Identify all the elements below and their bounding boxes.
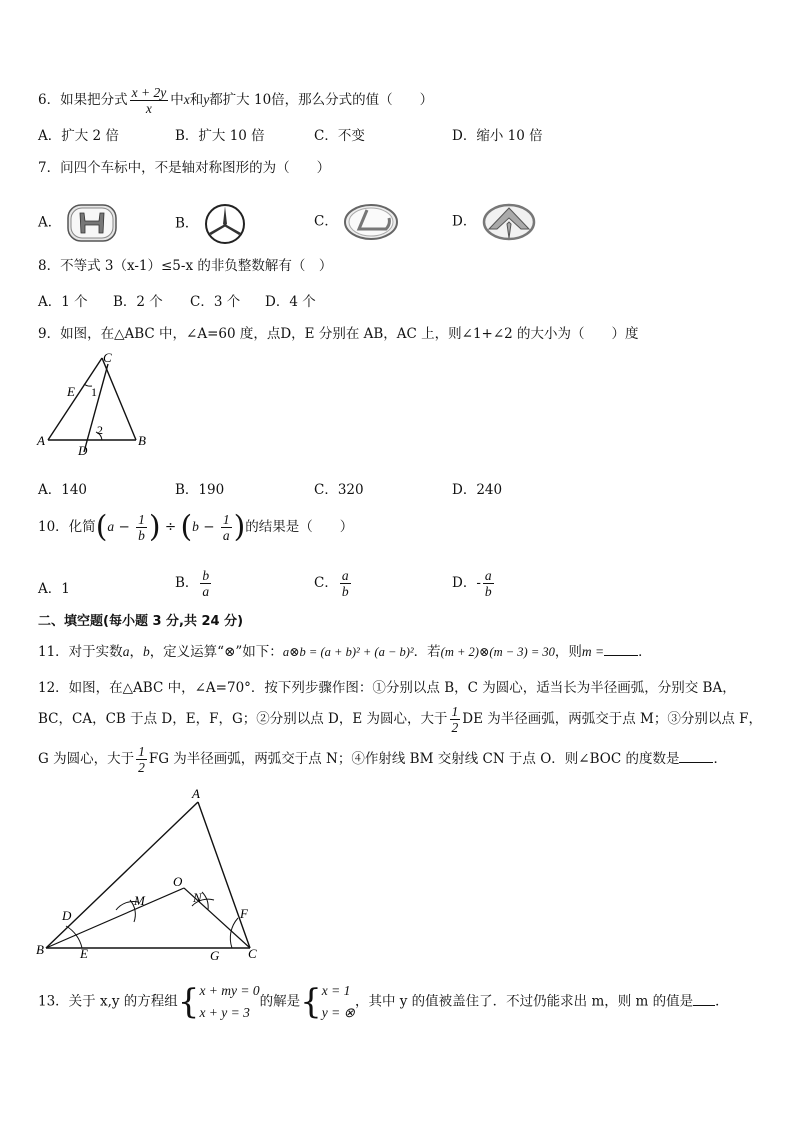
q12-answer-blank[interactable] xyxy=(679,762,713,763)
question-9-stem: 9．如图，在△ABC 中，∠A=60 度，点D，E 分别在 AB，AC 上，则∠1+∠2 的大小为（ ）度 xyxy=(38,326,639,342)
question-13-stem: 13．关于 x,y 的方程组{ x + my = 0 x + y = 3 的解是{ x = 1 y = ⊗ ，其中 y 的值被盖住了．不过仍能求出 m，则 m 的值是 ． xyxy=(38,982,729,1022)
q7-label-a: A． xyxy=(38,214,62,231)
question-10-stem: 10．化简(a − $\frac{1}{b}$ ) ÷ (b − $\frac{1}{a}$ )的结果是（ ） xyxy=(38,509,354,545)
mercedes-logo-icon xyxy=(203,202,247,246)
q9-option-b: B．190 xyxy=(175,482,225,498)
section-2-heading: 二、填空题(每小题 3 分,共 24 分) xyxy=(38,614,244,629)
q12-label-g: G xyxy=(210,948,220,963)
q12-construction-figure xyxy=(30,782,270,964)
q9-option-c: C．320 xyxy=(314,482,364,498)
q13-equation-system: x + my = 0 x + y = 3 xyxy=(199,983,260,1020)
q9-label-d: D xyxy=(78,443,88,458)
q12-label-a: A xyxy=(192,786,200,801)
q13-solution: x = 1 y = ⊗ xyxy=(321,983,355,1020)
q12-label-e: E xyxy=(80,946,88,961)
infiniti-logo-icon xyxy=(481,202,537,242)
lexus-logo-icon xyxy=(342,202,400,242)
q7-label-c: C． xyxy=(314,213,338,230)
q12-label-f: F xyxy=(240,906,248,921)
q7-label-b: B． xyxy=(175,215,199,232)
q8-option-d: D．4 个 xyxy=(265,294,316,310)
q6-option-c: C．不变 xyxy=(314,128,365,144)
q9-label-c: C xyxy=(103,350,112,365)
q9-label-1: 1 xyxy=(91,385,97,399)
q7-option-d xyxy=(452,202,537,242)
q7-option-c xyxy=(314,202,400,242)
q12-label-n: N xyxy=(193,890,202,905)
q10-option-b: B． $\frac{b}{a}$ xyxy=(175,568,210,599)
q10-option-c: C． $\frac{a}{b}$ xyxy=(314,568,349,599)
q10-option-d: D．- $\frac{a}{b}$ xyxy=(452,568,492,599)
q11-answer-blank[interactable] xyxy=(604,655,638,656)
q9-label-a: A xyxy=(37,433,45,448)
question-8-stem: 8．不等式 3（x-1）≤5-x 的非负整数解有（ ） xyxy=(38,258,333,274)
q6-option-b: B．扩大 10 倍 xyxy=(175,128,265,144)
question-6-stem: 6．如果把分式 $\frac{x + 2y}{x}$ 中x和y都扩大 10倍，那么分式的值（ ） xyxy=(38,85,434,116)
q9-label-b: B xyxy=(138,433,146,448)
q12-label-o: O xyxy=(173,874,183,889)
q7-option-a xyxy=(38,202,118,244)
q9-label-2: 2 xyxy=(97,423,103,437)
q10-option-a: A．1 xyxy=(38,581,70,597)
q9-option-a: A．140 xyxy=(38,482,88,498)
q6-option-d: D．缩小 10 倍 xyxy=(452,128,543,144)
q8-option-a: A．1 个 xyxy=(38,294,88,310)
question-12-line-3: G 为圆心，大于 $\frac{1}{2}$ FG 为半径画弧，两弧交于点 N；④作射线 BM 交射线 CN 于点 O．则∠BOC 的度数是 ． xyxy=(38,744,727,775)
q12-label-c: C xyxy=(248,946,257,961)
q9-triangle-figure xyxy=(34,348,159,458)
honda-logo-icon xyxy=(66,202,118,244)
q7-label-d: D． xyxy=(452,213,477,230)
q8-option-c: C．3 个 xyxy=(190,294,241,310)
q13-answer-blank[interactable] xyxy=(693,1005,715,1006)
q6-option-a: A．扩大 2 倍 xyxy=(38,128,119,144)
q7-option-b xyxy=(175,202,247,246)
q12-label-b: B xyxy=(36,942,44,957)
question-12-line-1: 12．如图，在△ABC 中，∠A=70°．按下列步骤作图：①分别以点 B，C 为圆心，适当长为半径画弧，分别交 BA， xyxy=(38,680,736,696)
q12-label-m: M xyxy=(134,893,145,908)
q9-label-e: E xyxy=(67,384,75,399)
q12-label-d: D xyxy=(62,908,72,923)
fraction-x2y-over-x: $\frac{x + 2y}{x}$ xyxy=(131,85,167,116)
question-7-stem: 7．问四个车标中，不是轴对称图形的为（ ） xyxy=(38,160,331,176)
q8-option-b: B．2 个 xyxy=(113,294,163,310)
question-11-stem: 11．对于实数a，b，定义运算“⊗”如下：a⊗b = (a + b)² + (a − b)²．若(m + 2)⊗(m − 3) = 30，则m = ． xyxy=(38,644,652,660)
q9-option-d: D．240 xyxy=(452,482,503,498)
question-12-line-2: BC，CA，CB 于点 D，E，F，G；②分别以点 D，E 为圆心，大于 $\frac{1}{2}$ DE 为半径画弧，两弧交于点 M；③分别以点 F， xyxy=(38,704,763,735)
